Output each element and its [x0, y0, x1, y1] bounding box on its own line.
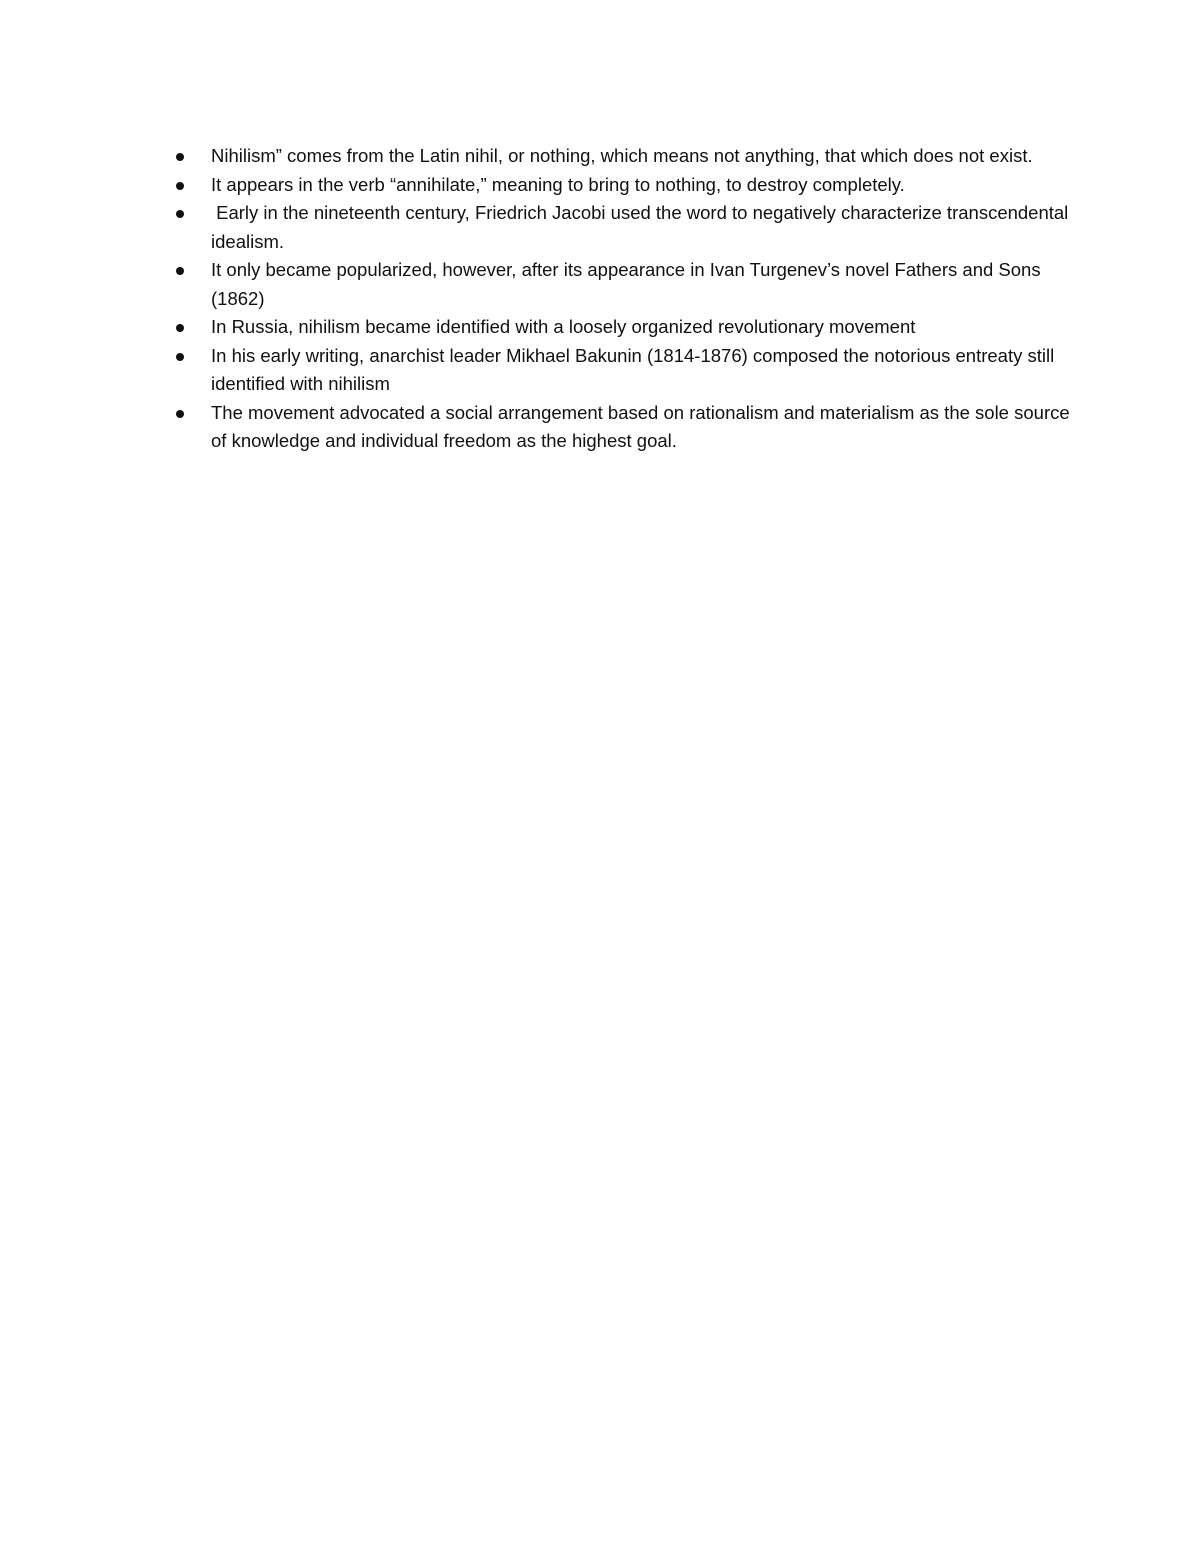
- list-item-text: In his early writing, anarchist leader Mikhael Bakunin (1814-1876) composed the notorious entreaty still identified with nihilism: [211, 344, 1060, 394]
- bullet-icon: [176, 153, 184, 161]
- list-item: [172, 142, 1072, 171]
- bullet-icon: [176, 182, 184, 190]
- list-item: [172, 342, 1072, 399]
- list-item: [172, 256, 1072, 313]
- list-item: [172, 399, 1075, 456]
- list-item-text: It only became popularized, however, after its appearance in Ivan Turgenev’s novel Fathers and Sons (1862): [211, 259, 1046, 309]
- list-item-text: Early in the nineteenth century, Friedrich Jacobi used the word to negatively characterize transcendental idealism.: [211, 202, 1074, 252]
- list-item: [172, 313, 1072, 342]
- bullet-icon: [176, 410, 184, 418]
- bullet-icon: [176, 210, 184, 218]
- bullet-icon: [176, 267, 184, 275]
- list-item-text: Nihilism” comes from the Latin nihil, or nothing, which means not anything, that which does not exist.: [211, 145, 1033, 166]
- list-item-text: The movement advocated a social arrangement based on rationalism and materialism as the sole source of knowledge and individual freedom as the highest goal.: [211, 401, 1075, 451]
- bullet-icon: [176, 324, 184, 332]
- list-item: [172, 171, 1072, 200]
- list-item-text: It appears in the verb “annihilate,” meaning to bring to nothing, to destroy completely.: [211, 173, 905, 195]
- list-item: [172, 199, 1072, 256]
- list-item-text: In Russia, nihilism became identified with a loosely organized revolutionary movement: [211, 316, 916, 337]
- bullet-icon: [176, 353, 184, 361]
- bullet-list: [172, 142, 1075, 456]
